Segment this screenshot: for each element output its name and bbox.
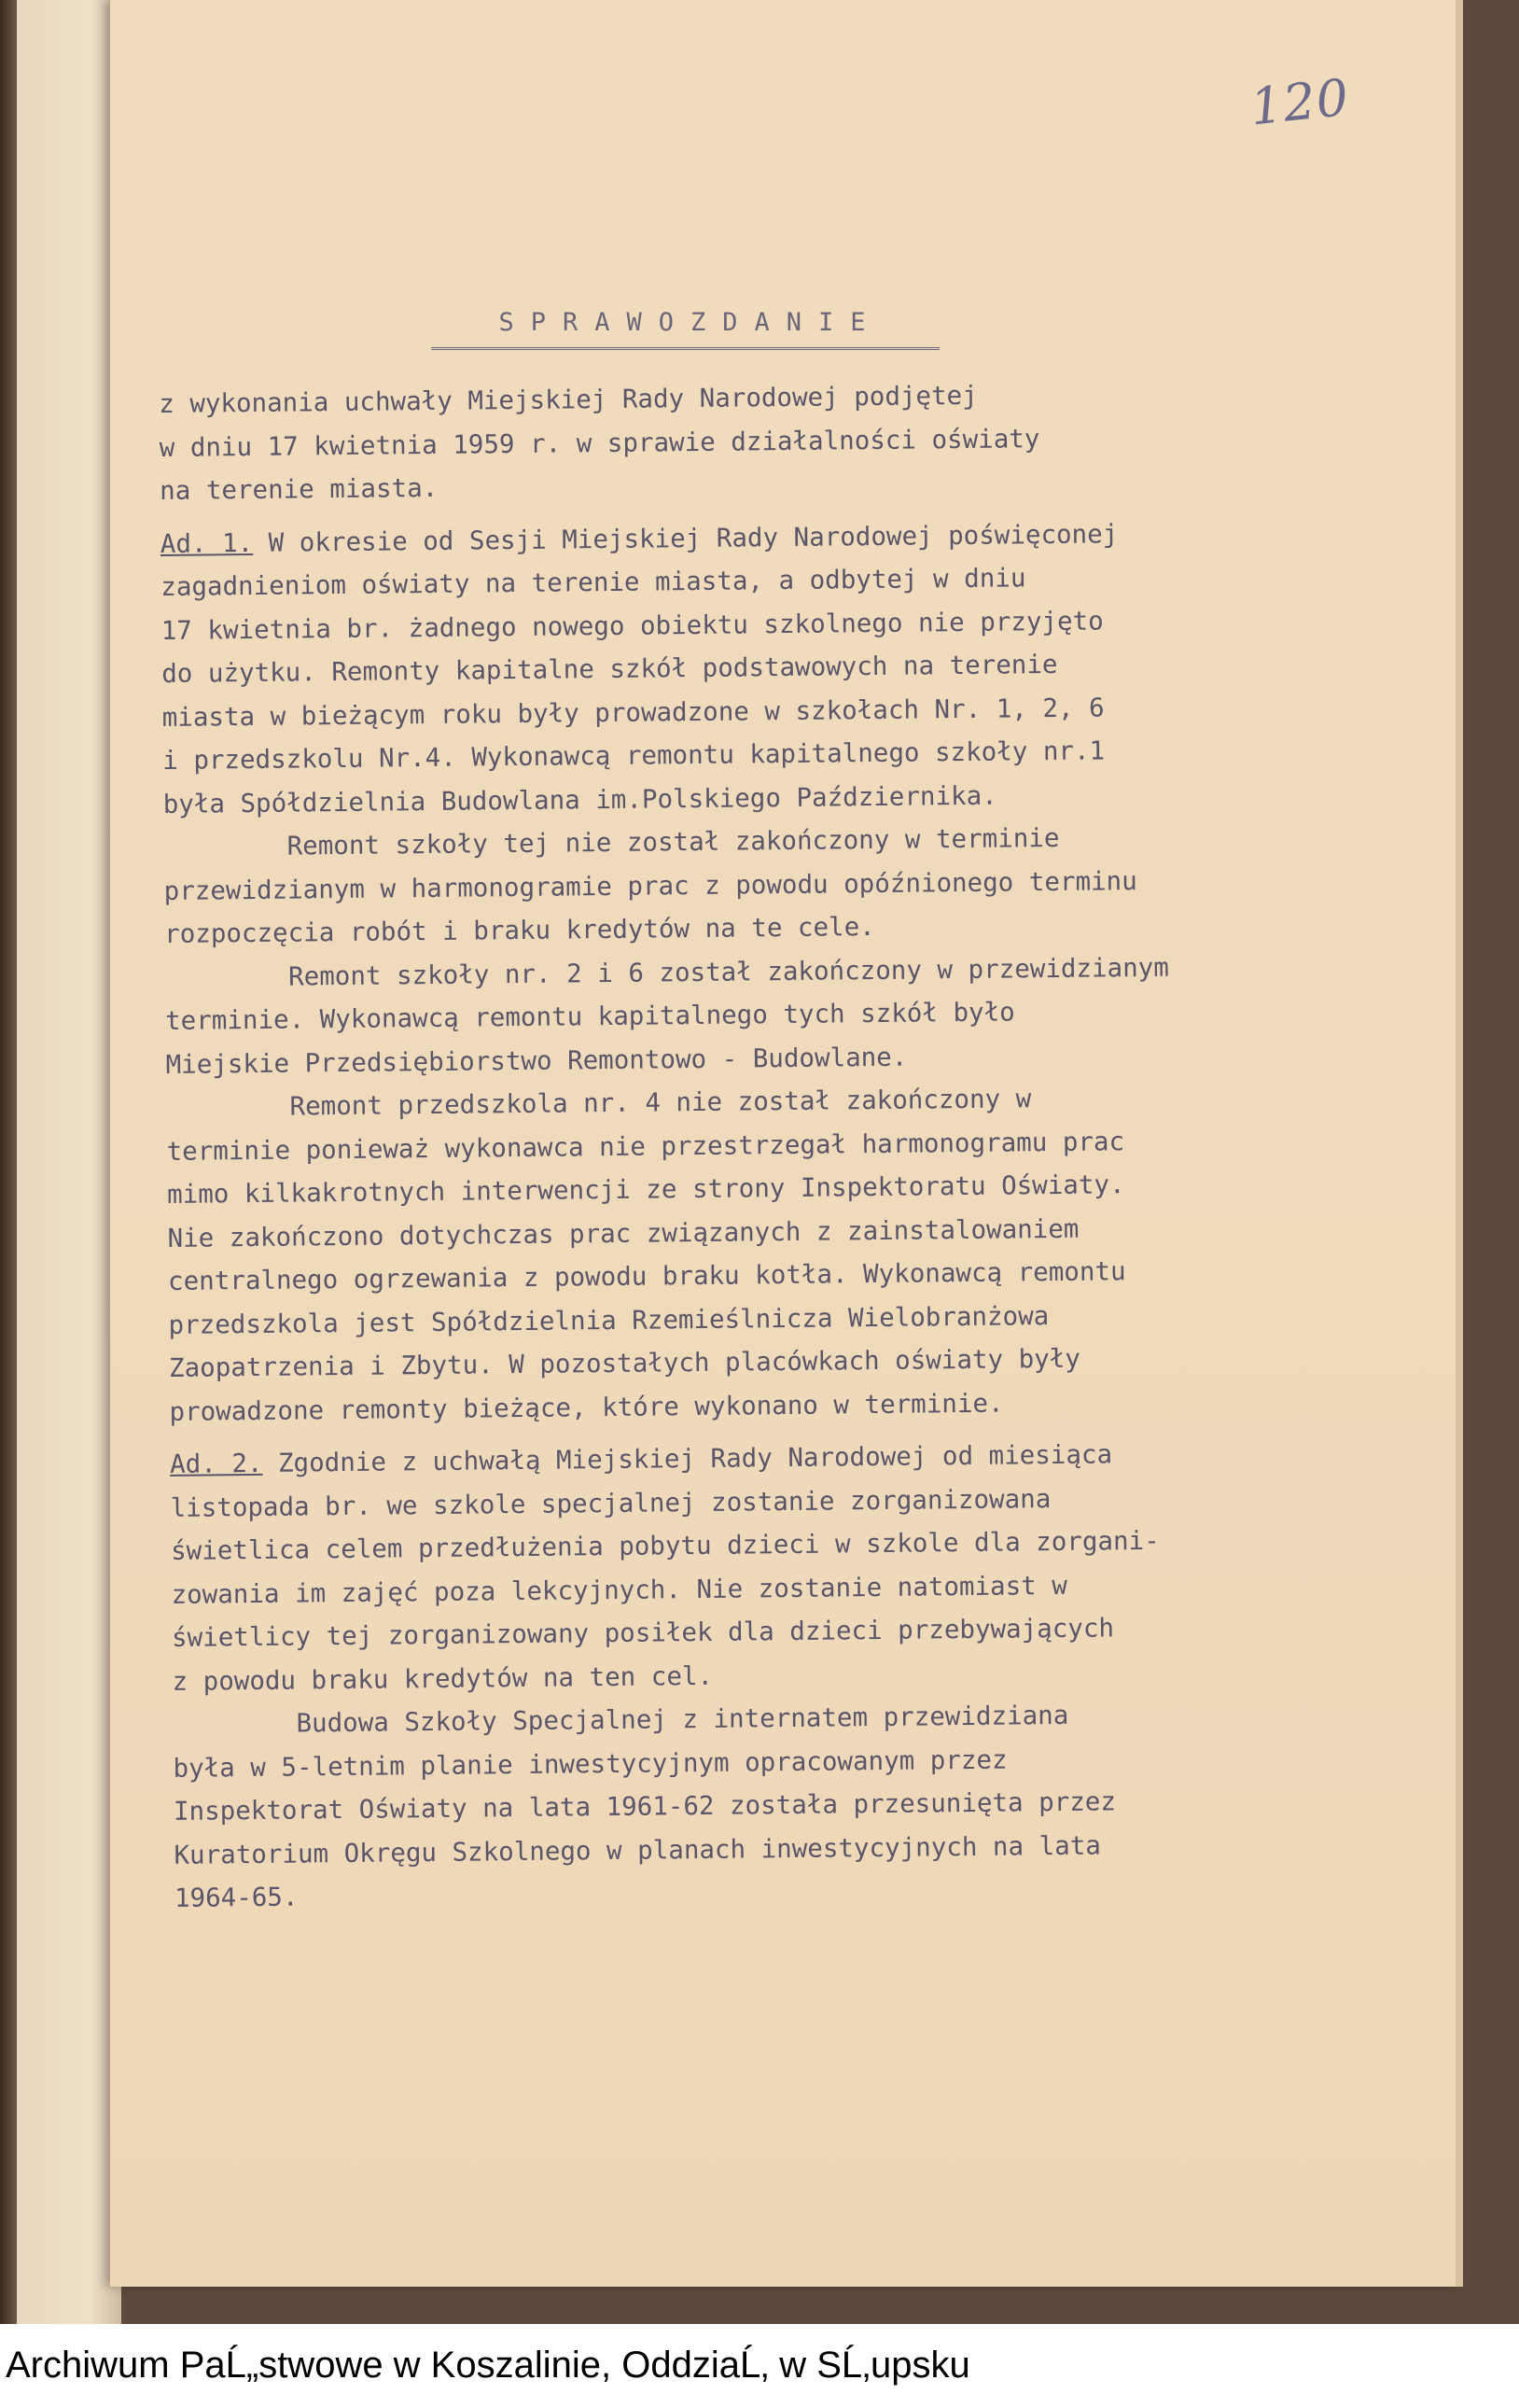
text-line: 17 kwietnia br. żadnego nowego obiektu szkolnego nie przyjęto [160, 605, 1104, 646]
folio-number: 120 [1247, 67, 1353, 137]
text-line: przedszkola jest Spółdzielnia Rzemieślnicza Wielobranżowa [168, 1300, 1050, 1340]
text-line: i przedszkolu Nr.4. Wykonawcą remontu kapitalnego szkoły nr.1 [162, 735, 1106, 776]
text-line: była Spółdzielnia Budowlana im.Polskiego Października. [162, 780, 997, 819]
text-line: Zaopatrzenia i Zbytu. W pozostałych placówkach oświaty były [168, 1343, 1081, 1383]
intro-paragraph [159, 370, 1428, 513]
text-line: była w 5-letnim planie inwestycyjnym opracowanym przez [173, 1744, 1008, 1784]
text-line: Nie zakończono dotychczas prac związanych z zainstalowaniem [167, 1213, 1080, 1253]
intro-line: na terenie miasta. [160, 472, 439, 506]
section-2-lines [170, 1473, 1443, 1920]
text-line: terminie ponieważ wykonawca nie przestrzegał harmonogramu prac [166, 1126, 1125, 1167]
text-line: miasta w bieżącym roku były prowadzone w szkołach Nr. 1, 2, 6 [161, 692, 1105, 733]
document-title: SPRAWOZDANIE [498, 308, 883, 337]
text-line: centralnego ogrzewania z powodu braku kotła. Wykonawcą remontu [167, 1256, 1126, 1296]
text-line: Miejskie Przedsiębiorstwo Remontowo - Budowlane. [165, 1042, 908, 1080]
section-2-label: Ad. 2. [169, 1448, 263, 1479]
section-1-first-text: W okresie od Sesji Miejskiej Rady Narodowej poświęconej [252, 518, 1119, 558]
text-line: zowania im zajęć poza lekcyjnych. Nie zostanie natomiast w [171, 1570, 1067, 1610]
text-line: Remont przedszkola nr. 4 nie został zakończony w [165, 1084, 1032, 1123]
text-line: listopada br. we szkole specjalnej zostanie zorganizowana [170, 1483, 1052, 1523]
text-line: świetlicy tej zorganizowany posiłek dla dzieci przebywających [171, 1613, 1115, 1653]
text-line: Remont szkoły nr. 2 i 6 został zakończony w przewidzianym [164, 952, 1169, 993]
section-1-lines [160, 553, 1439, 1434]
section-1 [160, 509, 1439, 1434]
title-underline [431, 347, 940, 350]
text-line: Remont szkoły tej nie został zakończony w terminie [163, 822, 1060, 862]
text-line: mimo kilkakrotnych interwencji ze strony Inspektoratu Oświaty. [166, 1169, 1125, 1210]
page-edge [1456, 0, 1463, 2287]
previous-page-edge [17, 0, 121, 2324]
text-line: rozpoczęcia robót i braku kredytów na te cele. [164, 911, 875, 949]
section-2-first-text: Zgodnie z uchwałą Miejskiej Rady Narodowej od miesiąca [262, 1439, 1113, 1478]
text-line: Inspektorat Oświaty na lata 1961-62 została przesunięta przez [173, 1786, 1117, 1827]
intro-line: w dniu 17 kwietnia 1959 r. w sprawie działalności oświaty [159, 423, 1040, 463]
text-line: Kuratorium Okręgu Szkolnego w planach inwestycyjnych na lata [174, 1830, 1102, 1870]
text-line: do użytku. Remonty kapitalne szkół podstawowych na terenie [161, 649, 1058, 689]
text-line: prowadzone remonty bieżące, które wykonano w terminie. [169, 1388, 1004, 1427]
text-line: przewidzianym w harmonogramie prac z powodu opóźnionego terminu [163, 865, 1137, 906]
section-2 [170, 1430, 1443, 1921]
document-body [159, 370, 1443, 1921]
text-line: świetlica celem przedłużenia pobytu dzieci w szkole dla zorgani- [170, 1525, 1160, 1566]
text-line: terminie. Wykonawcą remontu kapitalnego tych szkół było [164, 997, 1015, 1036]
text-line: z powodu braku kredytów na ten cel. [172, 1660, 714, 1697]
intro-line: z wykonania uchwały Miejskiej Rady Narodowej podjętej [159, 380, 978, 419]
section-1-label: Ad. 1. [160, 527, 254, 559]
archive-caption: Archiwum PaĹ„stwowe w Koszalinie, OddziaĹ‚ w SĹ‚upsku [6, 2345, 970, 2386]
text-line: Budowa Szkoły Specjalnej z internatem przewidziana [172, 1700, 1069, 1740]
text-line: 1964-65. [174, 1882, 299, 1913]
text-line: zagadnieniom oświaty na terenie miasta, a odbytej w dniu [160, 563, 1026, 602]
